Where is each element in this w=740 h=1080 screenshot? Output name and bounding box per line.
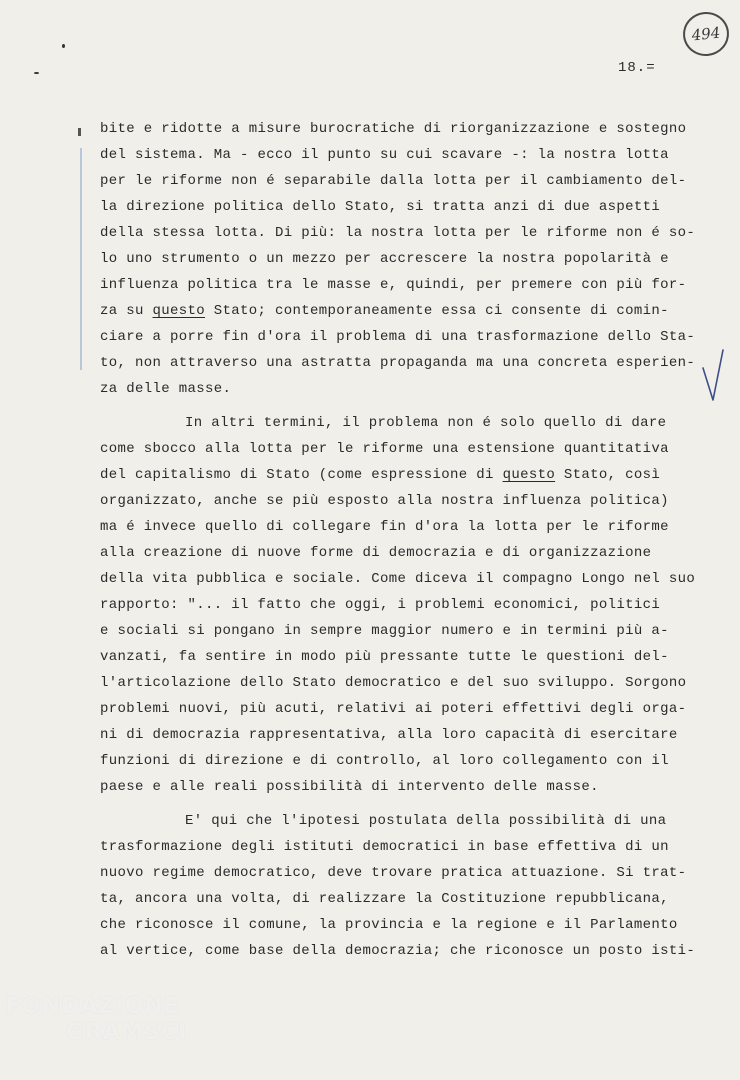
text-line: problemi nuovi, più acuti, relativi ai poteri effettivi degli orga-	[100, 701, 687, 717]
paragraph-1	[100, 116, 708, 402]
text-line: del sistema. Ma - ecco il punto su cui scavare -: la nostra lotta	[100, 147, 669, 163]
text-line: to, non attraverso una astratta propaganda ma una concreta esperien-	[100, 355, 696, 371]
text-line: al vertice, come base della democrazia; che riconosce un posto isti-	[100, 943, 696, 959]
text-line: vanzati, fa sentire in modo più pressante tutte le questioni del-	[100, 649, 669, 665]
text-line: che riconosce il comune, la provincia e la regione e il Parlamento	[100, 917, 678, 933]
text-line: In altri termini, il problema non é solo quello di dare	[185, 415, 667, 431]
archive-number-stamp	[681, 10, 731, 59]
text-line: paese e alle reali possibilità di intervento delle masse.	[100, 779, 599, 795]
text-line: della vita pubblica e sociale. Come diceva il compagno Longo nel suo	[100, 571, 696, 587]
text-line: funzioni di direzione e di controllo, al loro collegamento con il	[100, 753, 669, 769]
text-line: ta, ancora una volta, di realizzare la Costituzione repubblicana,	[100, 891, 669, 907]
archive-number: 494	[690, 23, 722, 45]
text-line: za delle masse.	[100, 381, 232, 397]
text-line: nuovo regime democratico, deve trovare pratica attuazione. Si trat-	[100, 865, 687, 881]
page-number: 18.=	[618, 60, 656, 76]
text-line: la direzione politica dello Stato, si tratta anzi di due aspetti	[100, 199, 661, 215]
text-line	[100, 462, 708, 488]
text-line	[100, 298, 708, 324]
text-line: ma é invece quello di collegare fin d'ora la lotta per le riforme	[100, 519, 669, 535]
text-line: bite e ridotte a misure burocratiche di riorganizzazione e sostegno	[100, 121, 687, 137]
text-line: E' qui che l'ipotesi postulata della possibilità di una	[185, 813, 667, 829]
margin-bar	[80, 148, 82, 370]
underlined-word: questo	[502, 467, 556, 483]
margin-mark	[78, 128, 81, 136]
ink-speck	[62, 44, 65, 48]
text-line: lo uno strumento o un mezzo per accrescere la nostra popolarità e	[100, 251, 669, 267]
paragraph-3	[100, 808, 708, 964]
typewritten-text	[100, 116, 708, 964]
text-line: come sbocco alla lotta per le riforme una estensione quantitativa	[100, 441, 669, 457]
text-segment: Stato; contemporaneamente essa ci consente di comin-	[205, 303, 669, 319]
text-segment: del capitalismo di Stato (come espressione di	[100, 467, 503, 483]
paragraph-2	[100, 410, 708, 800]
text-line: alla creazione di nuove forme di democrazia e di organizzazione	[100, 545, 652, 561]
text-line: l'articolazione dello Stato democratico e del suo sviluppo. Sorgono	[100, 675, 687, 691]
text-line: della stessa lotta. Di più: la nostra lotta per le riforme non é so-	[100, 225, 696, 241]
text-line: rapporto: "... il fatto che oggi, i problemi economici, politici	[100, 597, 661, 613]
text-line: per le riforme non é separabile dalla lotta per il cambiamento del-	[100, 173, 687, 189]
text-line: ni di democrazia rappresentativa, alla loro capacità di esercitare	[100, 727, 678, 743]
checkmark-icon	[700, 348, 726, 404]
text-segment: za su	[100, 303, 153, 319]
archive-watermark	[6, 994, 187, 1046]
watermark-line-2: GRAMSCI	[66, 1020, 188, 1045]
text-line: ciare a porre fin d'ora il problema di una trasformazione dello Sta-	[100, 329, 696, 345]
text-line: e sociali si pongano in sempre maggior numero e in termini più a-	[100, 623, 669, 639]
text-segment: Stato, così	[555, 467, 661, 483]
text-line: organizzato, anche se più esposto alla nostra influenza politica)	[100, 493, 669, 509]
watermark-line-1: FONDAZIONE	[6, 994, 180, 1019]
ink-speck	[34, 72, 39, 74]
text-line: trasformazione degli istituti democratici in base effettiva di un	[100, 839, 669, 855]
text-line: influenza politica tra le masse e, quindi, per premere con più for-	[100, 277, 687, 293]
underlined-word: questo	[152, 303, 206, 319]
